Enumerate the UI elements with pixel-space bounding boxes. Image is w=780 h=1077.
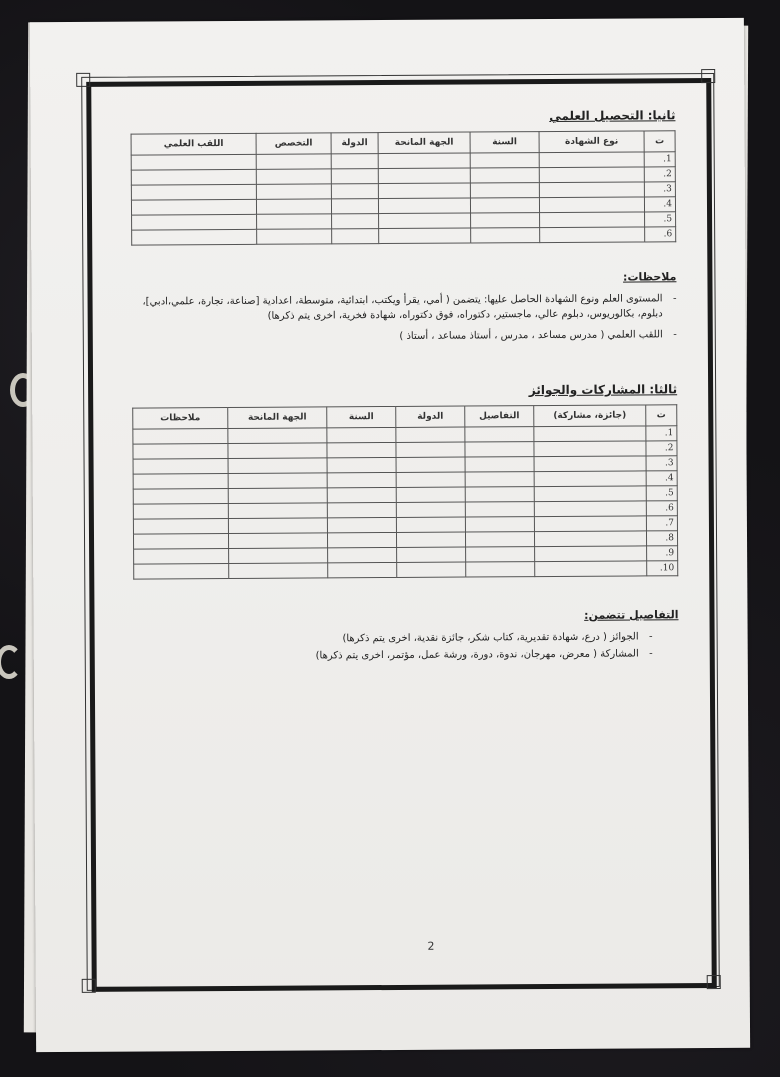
table-cell-blank[interactable] <box>540 212 645 228</box>
table-cell-blank[interactable] <box>470 168 539 183</box>
table-cell-blank[interactable] <box>328 562 397 577</box>
col-header-details: التفاصيل <box>465 406 534 427</box>
table-cell-blank[interactable] <box>131 184 256 200</box>
col-header-index: ت <box>646 405 677 426</box>
table-cell-blank[interactable] <box>396 442 465 457</box>
table-cell-blank[interactable] <box>327 517 396 532</box>
table-cell-blank[interactable] <box>133 458 228 474</box>
table-cell-blank[interactable] <box>133 488 228 504</box>
table-cell-blank[interactable] <box>466 547 535 562</box>
table-cell-blank[interactable] <box>257 214 332 229</box>
table-cell-blank[interactable] <box>327 487 396 502</box>
table-row <box>132 227 676 245</box>
notes-list <box>132 291 677 345</box>
table-cell-blank[interactable] <box>332 229 379 244</box>
col-header-academic-title: اللقب العلمي <box>131 133 256 155</box>
table-cell-blank[interactable] <box>397 562 466 577</box>
table-cell-blank[interactable] <box>396 457 465 472</box>
table-cell-blank[interactable] <box>132 214 257 230</box>
table-cell-blank[interactable] <box>396 427 465 442</box>
table-cell-blank[interactable] <box>465 502 534 517</box>
table-cell-blank[interactable] <box>535 546 647 562</box>
table-cell-blank[interactable] <box>133 503 228 519</box>
table-cell-blank[interactable] <box>540 227 645 243</box>
table-cell-blank[interactable] <box>378 153 470 169</box>
table-cell-blank[interactable] <box>228 533 327 549</box>
table-cell-blank[interactable] <box>379 228 471 244</box>
row-index: 1. <box>644 152 675 167</box>
table-cell-blank[interactable] <box>396 472 465 487</box>
table-cell-blank[interactable] <box>134 548 229 564</box>
col-header-remarks: ملاحظات <box>133 407 228 429</box>
table-cell-blank[interactable] <box>539 152 644 168</box>
table-cell-blank[interactable] <box>228 458 327 474</box>
table-row <box>134 561 678 579</box>
table-cell-blank[interactable] <box>328 547 397 562</box>
border-corner-ornament <box>76 73 90 87</box>
table-cell-blank[interactable] <box>327 457 396 472</box>
row-index: 4. <box>646 471 677 486</box>
table-cell-blank[interactable] <box>534 531 646 547</box>
table-cell-blank[interactable] <box>534 471 646 487</box>
notes-item: - المستوى العلم ونوع الشهادة الحاصل عليها: يتضمن ( أمي، يقرأ ويكتب، ابتدائية، متوسطة، اعدادية [صناعة، تجارة، علمي،ادبي]، دبلوم، بكالوريوس، دبلوم عالي، ماجستير، دكتوراه، فوق دكتوراه، شهادة فخرية، اخرى يتم ذكرها) <box>132 291 663 324</box>
col-header-year: السنة <box>327 406 396 427</box>
row-index: 4. <box>644 197 675 212</box>
row-index: 8. <box>646 531 677 546</box>
table-cell-blank[interactable] <box>327 427 396 442</box>
table-cell-blank[interactable] <box>465 517 534 532</box>
table-cell-blank[interactable] <box>396 517 465 532</box>
table-cell-blank[interactable] <box>228 518 327 534</box>
table-cell-blank[interactable] <box>534 486 646 502</box>
col-header-country: الدولة <box>396 406 465 427</box>
row-index: 6. <box>646 501 677 516</box>
table-cell-blank[interactable] <box>331 184 378 199</box>
table-cell-blank[interactable] <box>396 532 465 547</box>
table-cell-blank[interactable] <box>539 197 644 213</box>
table-cell-blank[interactable] <box>471 228 540 243</box>
table-cell-blank[interactable] <box>470 183 539 198</box>
row-index: 10. <box>647 561 678 576</box>
notes-title: ملاحظات: <box>622 270 677 284</box>
details-list <box>134 629 679 664</box>
row-index: 2. <box>646 441 677 456</box>
row-index: 6. <box>645 227 676 242</box>
border-corner-ornament <box>701 69 715 83</box>
table-cell-blank[interactable] <box>229 563 328 579</box>
table-cell-blank[interactable] <box>228 503 327 519</box>
table-cell-blank[interactable] <box>133 428 228 444</box>
table-cell-blank[interactable] <box>378 183 470 199</box>
table-cell-blank[interactable] <box>134 563 229 579</box>
table-cell-blank[interactable] <box>257 229 332 244</box>
table-cell-blank[interactable] <box>131 169 256 185</box>
page-number: 2 <box>427 939 435 953</box>
details-item: - الجوائز ( درع، شهادة تقديرية، كتاب شكر، جائزة نقدية، اخرى يتم ذكرها) <box>134 629 639 647</box>
table-cell-blank[interactable] <box>228 488 327 504</box>
table-cell-blank[interactable] <box>465 487 534 502</box>
table-cell-blank[interactable] <box>256 199 331 214</box>
table-cell-blank[interactable] <box>378 198 470 214</box>
table-cell-blank[interactable] <box>229 548 328 564</box>
table-cell-blank[interactable] <box>133 533 228 549</box>
table-cell-blank[interactable] <box>332 214 379 229</box>
table-cell-blank[interactable] <box>331 169 378 184</box>
table-cell-blank[interactable] <box>228 428 327 444</box>
table-cell-blank[interactable] <box>327 532 396 547</box>
table-cell-blank[interactable] <box>379 213 471 229</box>
table-cell-blank[interactable] <box>470 198 539 213</box>
row-index: 5. <box>645 212 676 227</box>
table-cell-blank[interactable] <box>465 532 534 547</box>
border-corner-ornament <box>82 979 96 993</box>
awards-section-title: ثالثا: المشاركات والجوائز <box>528 382 678 398</box>
table-cell-blank[interactable] <box>397 547 466 562</box>
table-cell-blank[interactable] <box>535 561 647 577</box>
col-header-granting-body: الجهة المانحة <box>378 132 470 154</box>
details-item: - المشاركة ( معرض، مهرجان، ندوة، دورة، ورشة عمل، مؤتمر، اخرى يتم ذكرها) <box>134 646 639 664</box>
table-cell-blank[interactable] <box>133 473 228 489</box>
border-corner-ornament <box>707 975 721 989</box>
table-cell-blank[interactable] <box>228 443 327 459</box>
table-cell-blank[interactable] <box>471 213 540 228</box>
table-cell-blank[interactable] <box>396 487 465 502</box>
table-cell-blank[interactable] <box>534 426 646 442</box>
col-header-type: (جائزة، مشاركة) <box>534 405 646 427</box>
table-cell-blank[interactable] <box>539 182 644 198</box>
row-index: 5. <box>646 486 677 501</box>
col-header-specialization: التخصص <box>256 133 331 154</box>
row-index: 1. <box>646 426 677 441</box>
notes-item: - اللقب العلمي ( مدرس مساعد ، مدرس ، أستاذ مساعد ، أستاذ ) <box>132 327 663 345</box>
table-cell-blank[interactable] <box>331 199 378 214</box>
table-cell-blank[interactable] <box>396 502 465 517</box>
row-index: 2. <box>644 167 675 182</box>
table-cell-blank[interactable] <box>534 456 646 472</box>
table-cell-blank[interactable] <box>256 154 331 169</box>
education-section-title: ثانيا: التحصيل العلمي <box>549 108 676 124</box>
table-cell-blank[interactable] <box>466 562 535 577</box>
table-cell-blank[interactable] <box>331 154 378 169</box>
table-cell-blank[interactable] <box>228 473 327 489</box>
table-cell-blank[interactable] <box>465 442 534 457</box>
table-cell-blank[interactable] <box>465 457 534 472</box>
table-cell-blank[interactable] <box>534 501 646 517</box>
education-table <box>131 130 677 245</box>
table-cell-blank[interactable] <box>465 427 534 442</box>
document-page <box>30 18 750 1052</box>
row-index: 7. <box>646 516 677 531</box>
table-cell-blank[interactable] <box>327 442 396 457</box>
col-header-index: ت <box>644 131 675 152</box>
table-cell-blank[interactable] <box>534 516 646 532</box>
table-cell-blank[interactable] <box>470 153 539 168</box>
table-cell-blank[interactable] <box>534 441 646 457</box>
table-cell-blank[interactable] <box>131 199 256 215</box>
row-index: 3. <box>644 182 675 197</box>
col-header-degree-type: نوع الشهادة <box>539 131 644 153</box>
table-cell-blank[interactable] <box>256 184 331 199</box>
row-index: 9. <box>647 546 678 561</box>
page-content <box>130 108 678 670</box>
table-cell-blank[interactable] <box>378 168 470 184</box>
table-cell-blank[interactable] <box>465 472 534 487</box>
details-title: التفاصيل تتضمن: <box>584 608 679 622</box>
col-header-year: السنة <box>470 132 539 153</box>
table-cell-blank[interactable] <box>256 169 331 184</box>
table-cell-blank[interactable] <box>327 502 396 517</box>
table-cell-blank[interactable] <box>132 229 257 245</box>
table-cell-blank[interactable] <box>133 443 228 459</box>
table-cell-blank[interactable] <box>131 154 256 170</box>
table-cell-blank[interactable] <box>327 472 396 487</box>
col-header-granting-body: الجهة المانحة <box>228 407 327 429</box>
table-cell-blank[interactable] <box>539 167 644 183</box>
awards-table <box>132 404 678 579</box>
row-index: 3. <box>646 456 677 471</box>
table-cell-blank[interactable] <box>133 518 228 534</box>
col-header-country: الدولة <box>331 133 378 154</box>
